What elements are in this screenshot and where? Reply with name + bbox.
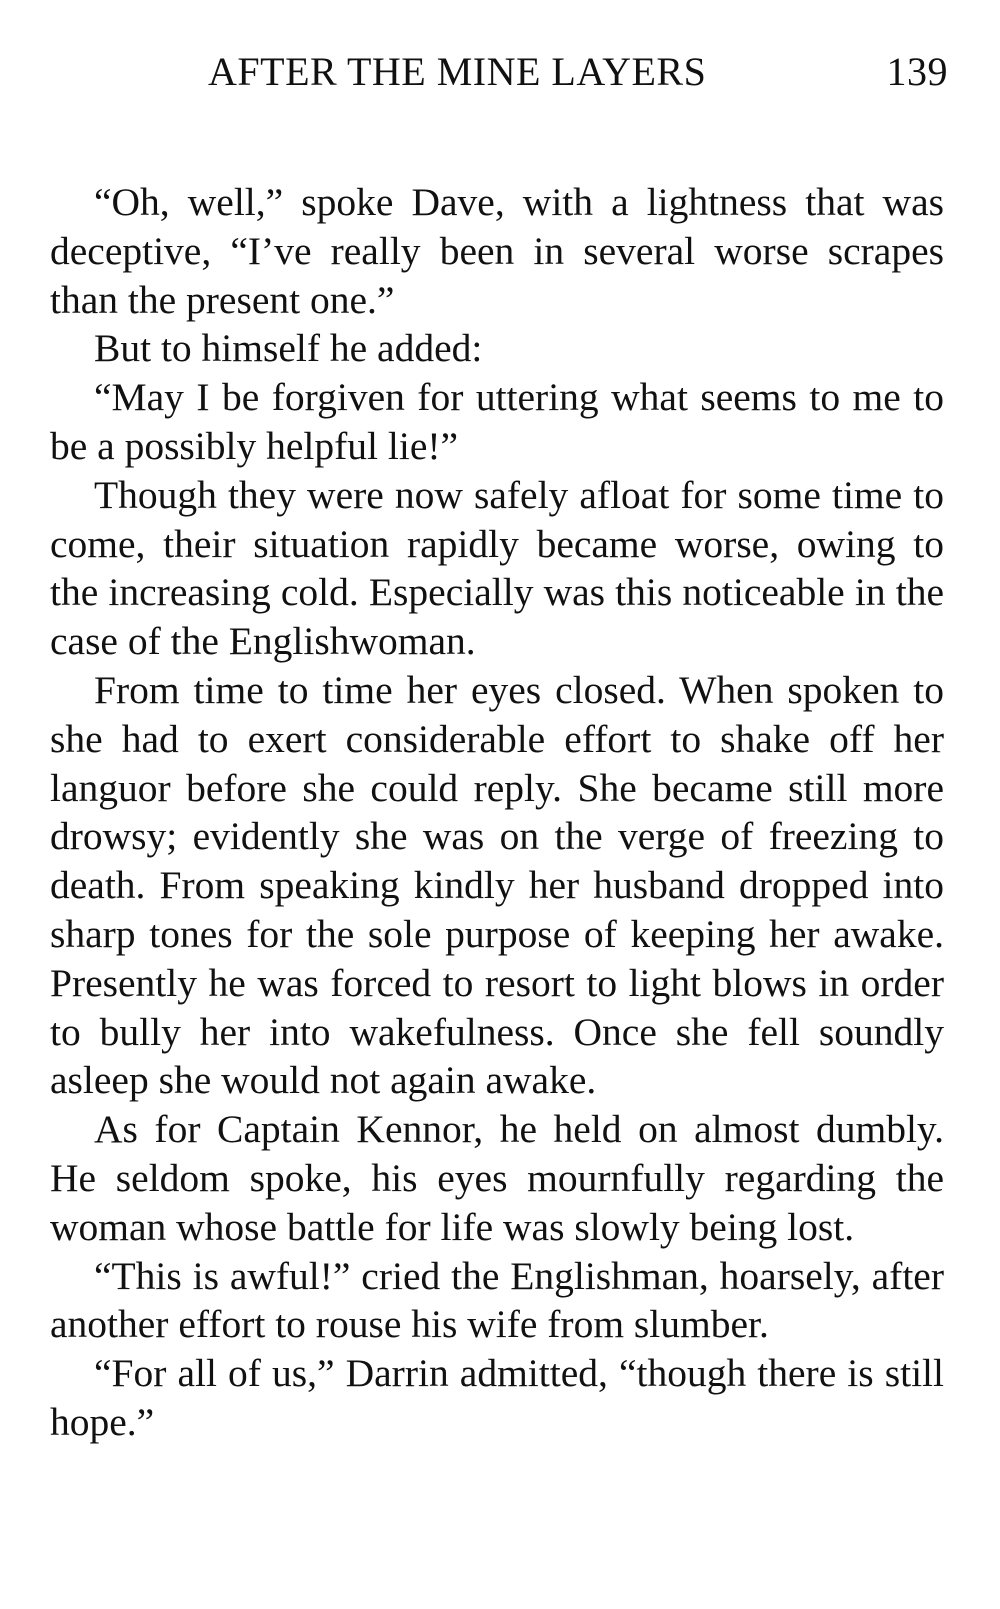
running-title: AFTER THE MINE LAYERS [208, 49, 707, 94]
body-text [50, 178, 944, 1447]
page-number: 139 [886, 49, 948, 94]
paragraph: But to himself he added: [94, 326, 483, 371]
running-head [50, 40, 948, 100]
paragraph: “This is awful!” cried the Englishman, hoarsely, after another effort to rouse his wife from slumber. [50, 1253, 944, 1347]
paragraph: “For all of us,” Darrin admitted, “though there is still hope.” [50, 1351, 944, 1444]
paragraph: Though they were now safely afloat for some time to come, their situation rapidly became worse, owing to the increasing cold. Especially was this noticeable in the case of the Englishwoman. [50, 472, 944, 664]
paragraph: “May I be forgiven for uttering what seems to me to be a possibly helpful lie!” [50, 375, 944, 468]
paragraph: From time to time her eyes closed. When spoken to she had to exert considerable effort to shake off her languor before she could reply. She became still more drowsy; evidently she was on the verge of freezing to death. From speaking kindly her husband dropped into sharp tones for the sole purpose of keeping her awake. Presently he was forced to resort to light blows in order to bully her into wakefulness. Once she fell soundly asleep she would not again awake. [50, 667, 944, 1103]
paragraph: As for Captain Kennor, he held on almost dumbly. He seldom spoke, his eyes mournfully regarding the woman whose battle for life was slowly being lost. [50, 1107, 944, 1249]
paragraph: “Oh, well,” spoke Dave, with a lightness that was deceptive, “I’ve really been in several worse scrapes than the present one.” [50, 180, 944, 322]
